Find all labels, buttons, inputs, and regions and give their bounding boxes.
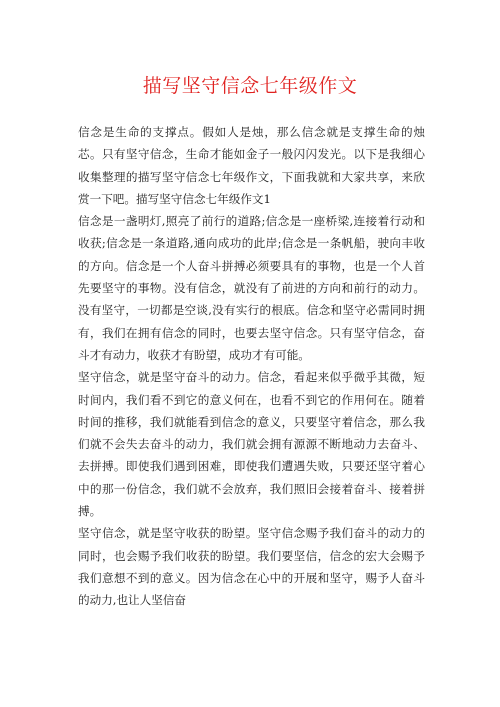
paragraph-faith-hope: 坚守信念，就是坚守收获的盼望。坚守信念赐予我们奋斗的动力的同时，也会赐予我们收获的盼望。我们要坚信，信念的宏大会赐予我们意想不到的意义。因为信念在心中的开展和坚守，赐予人奋斗的动力,也让人坚信奋 — [78, 526, 425, 608]
paragraph-faith-motivation: 坚守信念，就是坚守奋斗的动力。信念，看起来似乎微乎其微，短时间内，我们看不到它的意义何在，也看不到它的作用何在。随着时间的推移，我们就能看到信念的意义，只要坚守着信念，那么我们就不会失去奋斗的动力，我们就会拥有源源不断地动力去奋斗、去拼搏。即使我们遇到困难，即使我们遭遇失败，只要还坚守着心中的那一份信念，我们就不会放弃，我们照旧会接着奋斗、接着拼搏。 — [78, 370, 425, 519]
document-body — [78, 121, 425, 612]
document-title: 描写坚守信念七年级作文 — [142, 75, 358, 97]
paragraph-intro: 信念是生命的支撑点。假如人是烛，那么信念就是支撑生命的烛芯。只有坚守信念，生命才能如金子一般闪闪发光。以下是我细心收集整理的描写坚守信念七年级作文，下面我就和大家共享，来欣赏一下吧。描写坚守信念七年级作文1 — [78, 125, 425, 206]
paragraph-faith-light: 信念是一盏明灯,照亮了前行的道路;信念是一座桥梁,连接着行动和收获;信念是一条道路,通向成功的此岸;信念是一条帆船，驶向丰收的方向。信念是一个人奋斗拼搏必须要具有的事物，也是一个人首先要坚守的事物。没有信念，就没有了前进的方向和前行的动力。没有坚守，一切都是空谈,没有实行的根底。信念和坚守必需同时拥有，我们在拥有信念的同时，也要去坚守信念。只有坚守信念，奋斗才有动力，收获才有盼望，成功才有可能。 — [78, 214, 425, 362]
